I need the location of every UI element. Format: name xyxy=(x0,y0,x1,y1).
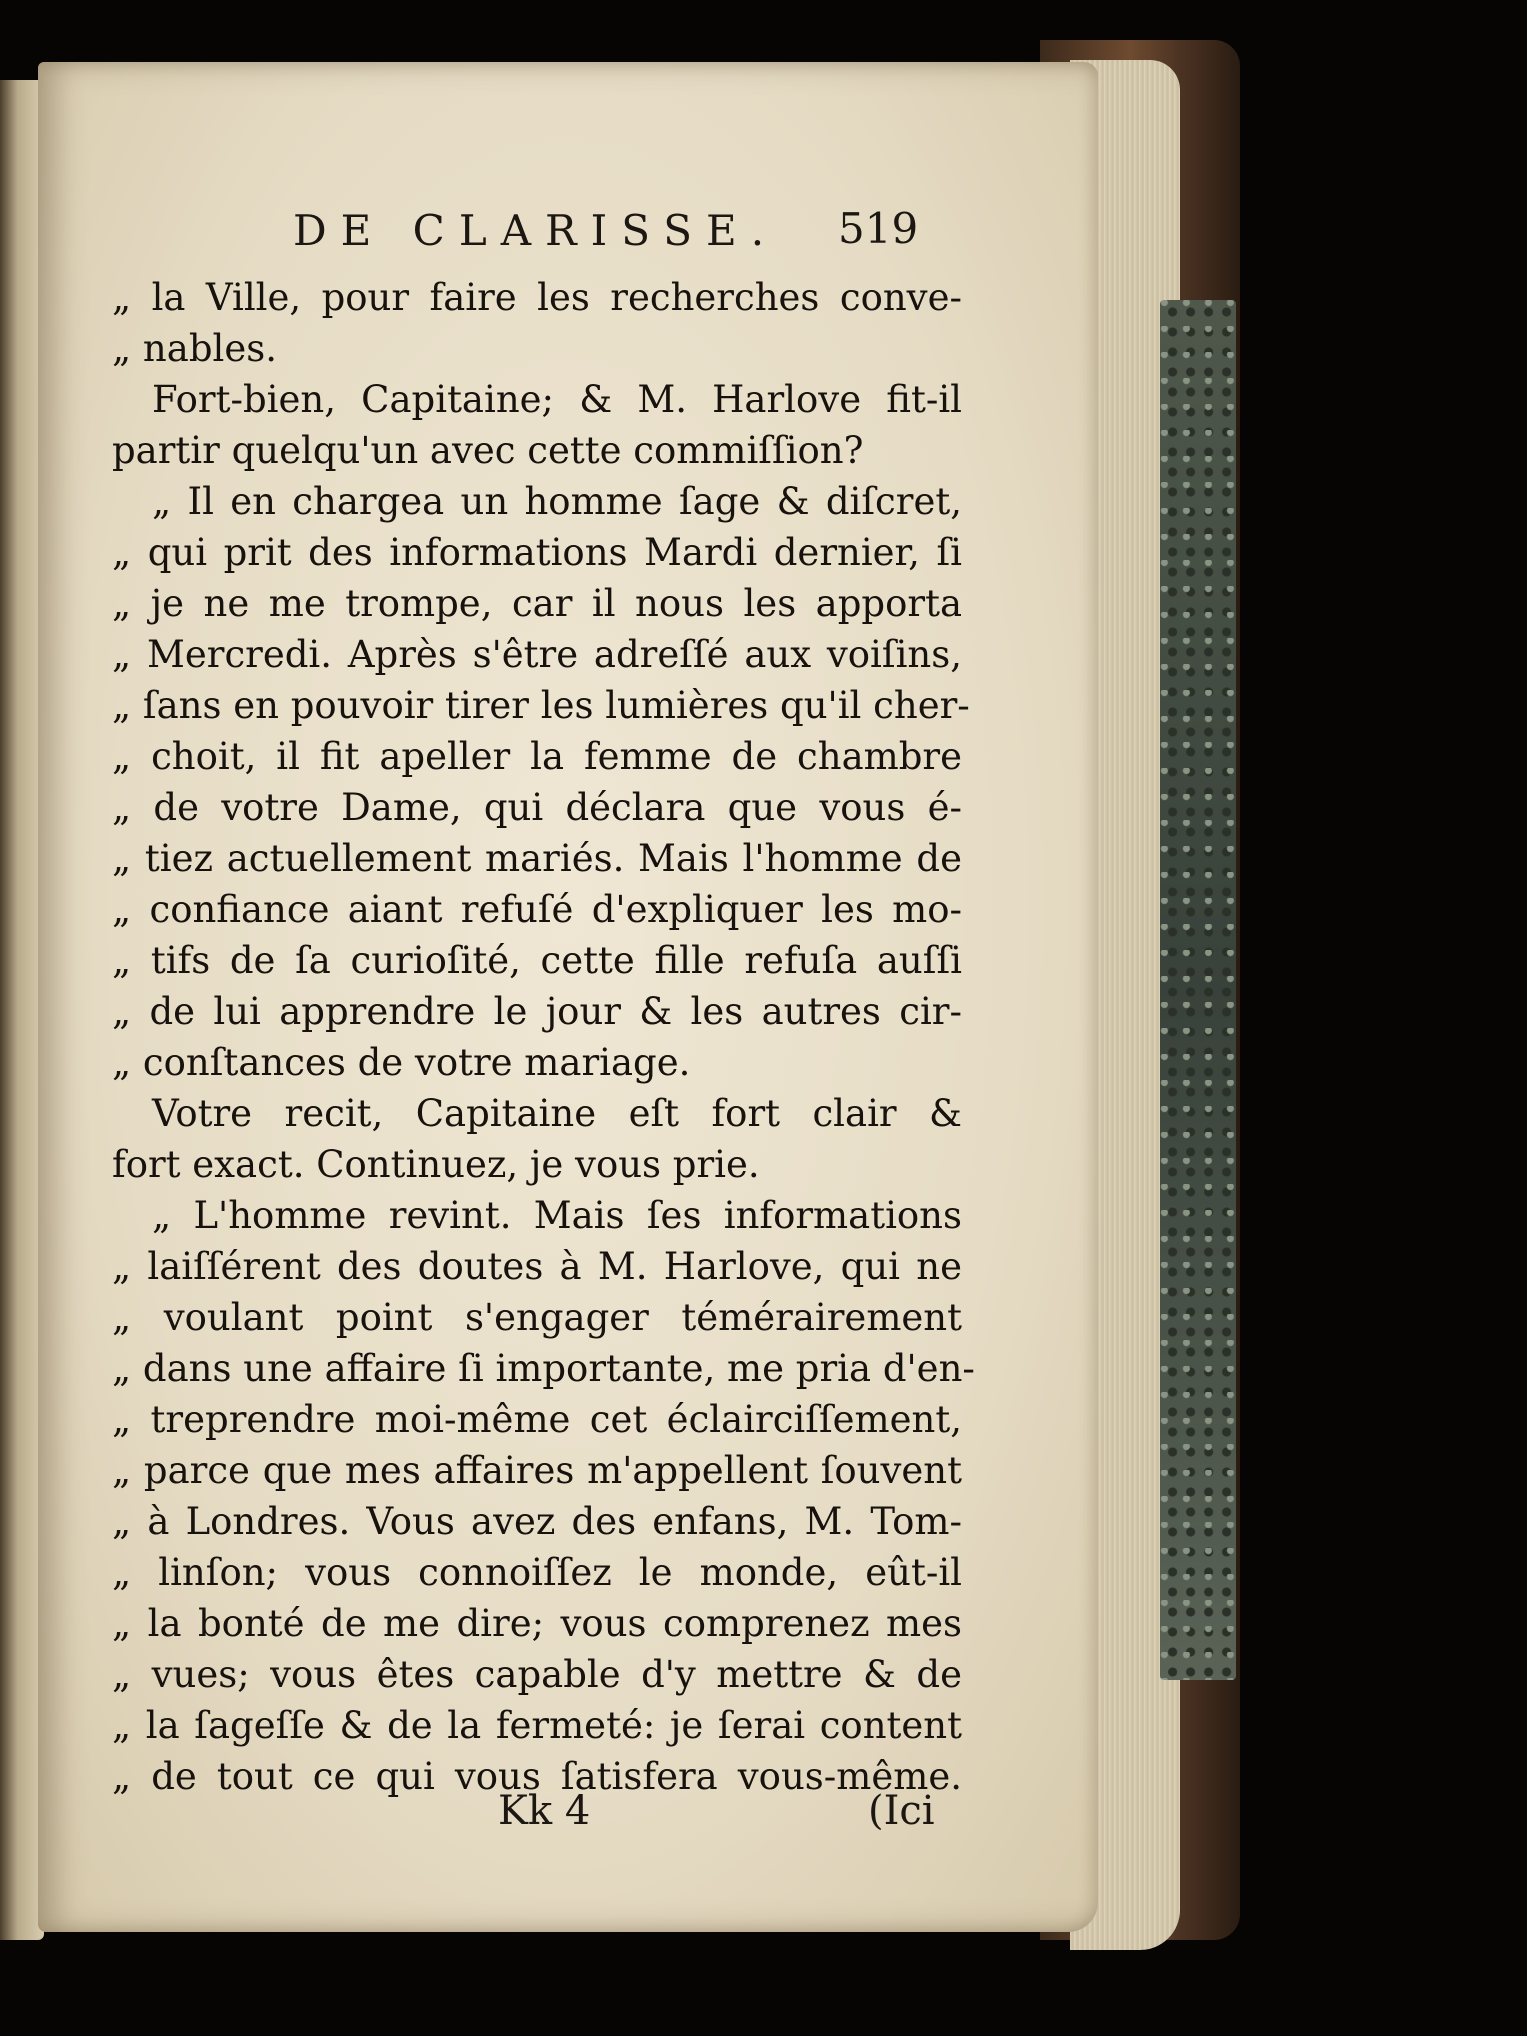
text-line: „ confiance aiant refuſé d'expliquer les mo- xyxy=(112,888,962,931)
marbled-cover-board xyxy=(1160,300,1236,1680)
text-line: „ de votre Dame, qui déclara que vous é- xyxy=(112,786,962,829)
text-line: „ de tout ce qui vous ſatisfera vous-même. xyxy=(112,1755,962,1798)
text-line: „ je ne me trompe, car il nous les apporta xyxy=(112,582,962,625)
text-line: „ qui prit des informations Mardi dernier, ſi xyxy=(112,531,962,574)
text-line: „ Il en chargea un homme ſage & diſcret, xyxy=(152,480,962,523)
text-line: „ laiſſérent des doutes à M. Harlove, qui ne xyxy=(112,1245,962,1288)
text-line: „ vues; vous êtes capable d'y mettre & de xyxy=(112,1653,962,1696)
page-number: 519 xyxy=(838,204,919,253)
text-line: „ nables. xyxy=(112,327,277,370)
text-line: „ à Londres. Vous avez des enfans, M. Tom- xyxy=(112,1500,962,1543)
text-line: „ parce que mes affaires m'appellent ſouvent xyxy=(112,1449,962,1492)
text-line: „ linſon; vous connoiſſez le monde, eût-il xyxy=(112,1551,962,1594)
text-line: Fort-bien, Capitaine; & M. Harlove fit-il xyxy=(152,378,962,421)
text-line: „ choit, il fit apeller la femme de chambre xyxy=(112,735,962,778)
text-line: partir quelqu'un avec cette commiſſion? xyxy=(112,429,864,472)
text-line: „ dans une affaire ſi importante, me pria d'en- xyxy=(112,1347,975,1390)
text-block xyxy=(112,272,975,1802)
text-line: „ voulant point s'engager témérairement xyxy=(112,1296,962,1339)
text-line: „ treprendre moi-même cet éclairciſſement, xyxy=(112,1398,962,1441)
text-line: Votre recit, Capitaine eſt fort clair & xyxy=(152,1092,962,1135)
text-line: „ la Ville, pour faire les recherches conve- xyxy=(112,276,962,319)
text-line: „ Mercredi. Après s'être adreſſé aux voiſins, xyxy=(112,633,962,676)
text-line: „ tifs de ſa curioſité, cette fille refuſa auſſi xyxy=(112,939,962,982)
text-line: „ la ſageſſe & de la fermeté: je ſerai content xyxy=(112,1704,962,1747)
text-line: „ ſans en pouvoir tirer les lumières qu'il cher- xyxy=(112,684,970,727)
text-line: „ L'homme revint. Mais ſes informations xyxy=(152,1194,962,1237)
running-title: DE CLARISSE. xyxy=(293,206,779,255)
text-line: „ de lui apprendre le jour & les autres cir- xyxy=(112,990,962,1033)
text-line: „ tiez actuellement mariés. Mais l'homme de xyxy=(112,837,962,880)
signature-mark: Kk 4 xyxy=(498,1788,591,1834)
book-page xyxy=(38,62,1098,1932)
page-footer xyxy=(38,1788,1098,1848)
text-line: „ conſtances de votre mariage. xyxy=(112,1041,691,1084)
catchword: (Ici xyxy=(868,1788,935,1834)
running-head xyxy=(38,202,1098,262)
text-line: „ la bonté de me dire; vous comprenez mes xyxy=(112,1602,962,1645)
text-line: fort exact. Continuez, je vous prie. xyxy=(112,1143,760,1186)
